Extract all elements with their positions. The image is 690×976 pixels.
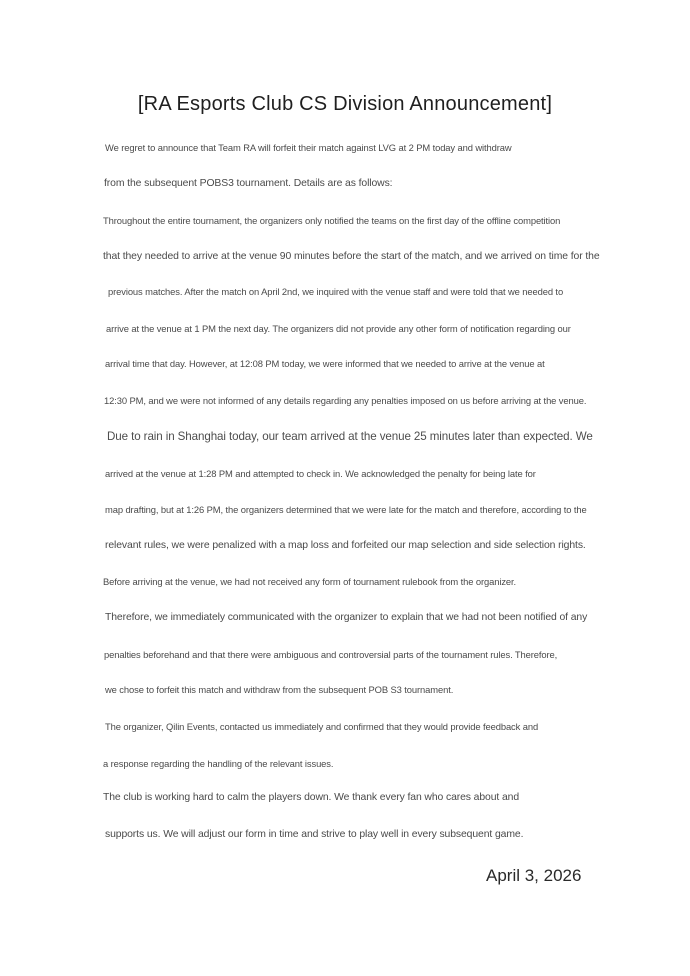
- document-title: [RA Esports Club CS Division Announcement]: [137, 93, 553, 115]
- body-line: Before arriving at the venue, we had not received any form of tournament rulebook from the organizer.: [103, 576, 517, 587]
- body-line: from the subsequent POBS3 tournament. Details are as follows:: [104, 178, 393, 189]
- body-line: map drafting, but at 1:26 PM, the organizers determined that we were late for the match and therefore, according to the: [105, 504, 587, 515]
- body-line: a response regarding the handling of the relevant issues.: [103, 758, 334, 769]
- body-line: The organizer, Qilin Events, contacted us immediately and confirmed that they would provide feedback and: [105, 721, 539, 732]
- body-line: We regret to announce that Team RA will forfeit their match against LVG at 2 PM today and withdraw: [105, 142, 512, 153]
- body-line: Due to rain in Shanghai today, our team arrived at the venue 25 minutes later than expected. We: [107, 430, 593, 443]
- body-line: Throughout the entire tournament, the organizers only notified the teams on the first day of the offline competition: [103, 215, 561, 226]
- body-line: 12:30 PM, and we were not informed of any details regarding any penalties imposed on us before arriving at the venue.: [104, 395, 587, 406]
- body-line: The club is working hard to calm the players down. We thank every fan who cares about and: [103, 792, 519, 803]
- body-line: arrival time that day. However, at 12:08 PM today, we were informed that we needed to arrive at the venue at: [105, 358, 545, 369]
- body-line: arrived at the venue at 1:28 PM and attempted to check in. We acknowledged the penalty for being late for: [105, 468, 536, 479]
- body-line: that they needed to arrive at the venue 90 minutes before the start of the match, and we arrived on time for the: [103, 251, 600, 262]
- body-line: previous matches. After the match on April 2nd, we inquired with the venue staff and were told that we needed to: [108, 286, 564, 297]
- body-line: Therefore, we immediately communicated with the organizer to explain that we had not been notified of any: [105, 612, 588, 623]
- body-line: supports us. We will adjust our form in time and strive to play well in every subsequent game.: [105, 829, 524, 840]
- body-line: penalties beforehand and that there were ambiguous and controversial parts of the tournament rules. Therefore,: [104, 649, 558, 660]
- body-line: relevant rules, we were penalized with a map loss and forfeited our map selection and side selection rights.: [105, 540, 586, 551]
- body-line: we chose to forfeit this match and withdraw from the subsequent POB S3 tournament.: [105, 684, 454, 695]
- body-line: arrive at the venue at 1 PM the next day. The organizers did not provide any other form of notification regarding our: [106, 323, 571, 334]
- announcement-date: April 3, 2026: [486, 866, 582, 885]
